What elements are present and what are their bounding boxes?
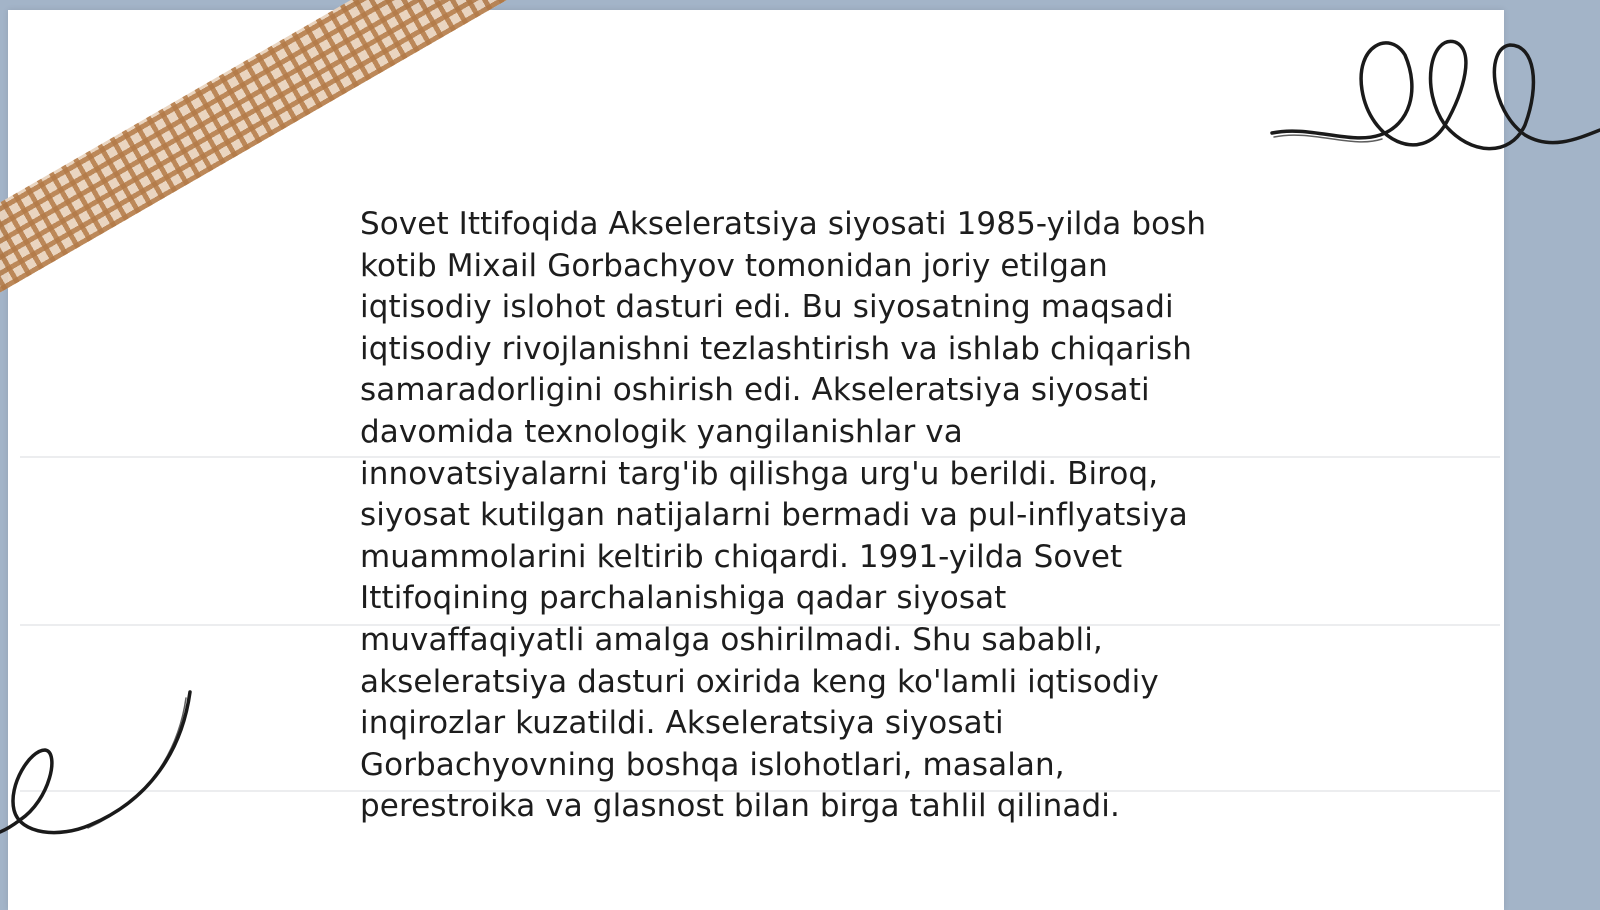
loop-scribble-icon bbox=[1270, 30, 1600, 160]
swoosh-scribble-icon bbox=[0, 690, 200, 840]
body-paragraph: Sovet Ittifoqida Akseleratsiya siyosati 1985-yilda bosh kotib Mixail Gorbachyov tomonidan joriy etilgan iqtisodiy islohot dasturi edi. Bu siyosatning maqsadi iqtisodiy rivojlanishni tezlashtirish va ishlab chiqarish samaradorligini oshirish edi. Akseleratsiya siyosati davomida texnologik yangilanishlar va innovatsiyalarni targ'ib qilishga urg'u berildi. Biroq, siyosat kutilgan natijalarni bermadi va pul-inflyatsiya muammolarini keltirib chiqardi. 1991-yilda Sovet Ittifoqining parchalanishiga qadar siyosat muvaffaqiyatli amalga oshirilmadi. Shu sababli, akseleratsiya dasturi oxirida keng ko'lamli iqtisodiy inqirozlar kuzatildi. Akseleratsiya siyosati Gorbachyovning boshqa islohotlari, masalan, perestroika va glasnost bilan birga tahlil qilinadi. bbox=[360, 206, 1207, 825]
